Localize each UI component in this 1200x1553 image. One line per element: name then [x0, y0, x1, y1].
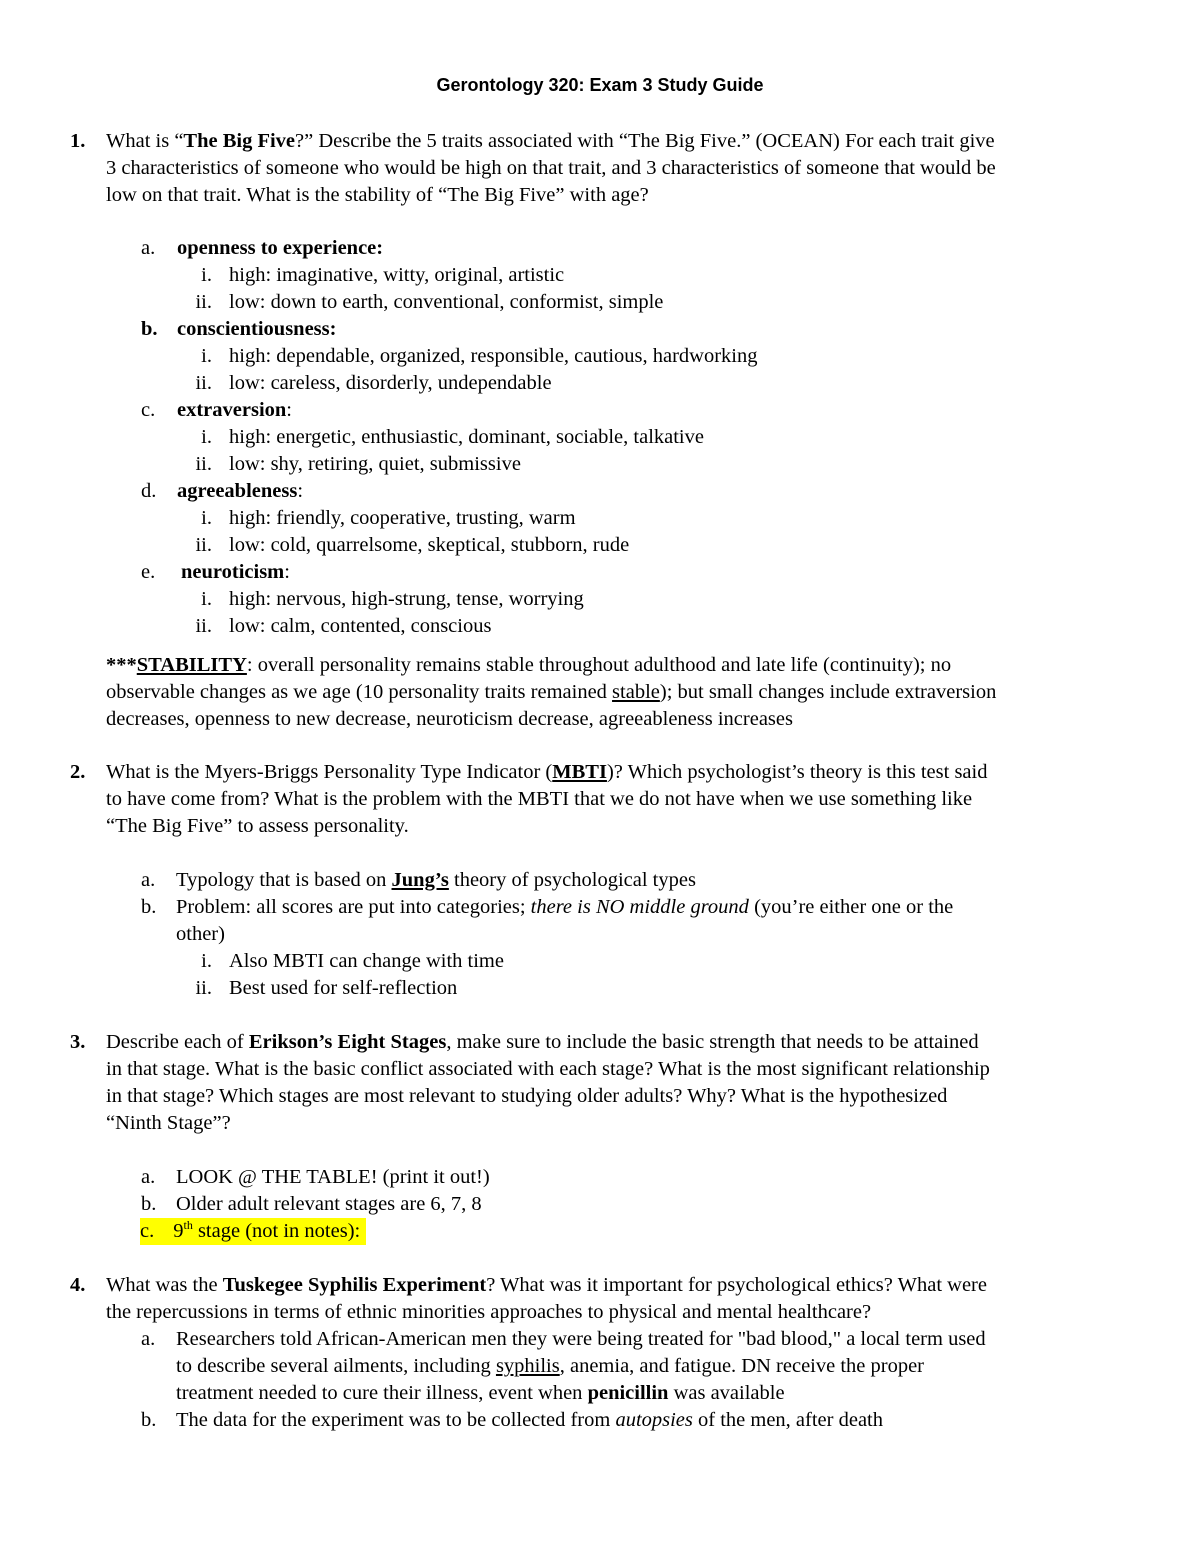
q2-b-label: b. [141, 896, 157, 918]
q3-a-label: a. [141, 1166, 156, 1188]
roman-i: i. [201, 345, 212, 367]
q2-sub-i: Also MBTI can change with time [229, 950, 504, 972]
conscientiousness-high: high: dependable, organized, responsible, cautious, hardworking [229, 345, 758, 367]
agreeableness-low: low: cold, quarrelsome, skeptical, stubborn, rude [229, 534, 630, 556]
openness-low: low: down to earth, conventional, conformist, simple [229, 291, 664, 313]
roman-i: i. [201, 426, 212, 448]
trait-agreeableness: agreeableness: [177, 480, 304, 502]
q2-answer-a: Typology that is based on Jung’s theory of psychological types [176, 869, 696, 891]
neuroticism-high: high: nervous, high-strung, tense, worrying [229, 588, 584, 610]
roman-ii: ii. [195, 291, 212, 313]
roman-i: i. [201, 264, 212, 286]
trait-e-label: e. [141, 561, 156, 583]
roman-ii: ii. [195, 372, 212, 394]
q3-answer-a: LOOK @ THE TABLE! (print it out!) [176, 1166, 490, 1188]
agreeableness-high: high: friendly, cooperative, trusting, warm [229, 507, 576, 529]
conscientiousness-low: low: careless, disorderly, undependable [229, 372, 552, 394]
openness-high: high: imaginative, witty, original, artistic [229, 264, 565, 286]
question-3-number: 3. [70, 1031, 86, 1053]
question-1-line-3: low on that trait. What is the stability of “The Big Five” with age? [106, 184, 649, 206]
trait-d-label: d. [141, 480, 157, 502]
q2-answer-b-cont: other) [176, 923, 225, 945]
q3-answer-b: Older adult relevant stages are 6, 7, 8 [176, 1193, 482, 1215]
trait-neuroticism: neuroticism: [181, 561, 290, 583]
q3-b-label: b. [141, 1193, 157, 1215]
question-2-line-2: to have come from? What is the problem with the MBTI that we do not have when we use something like [106, 788, 973, 810]
q4-answer-a-line-3: treatment needed to cure their illness, event when penicillin was available [176, 1382, 785, 1404]
question-4-line-2: the repercussions in terms of ethnic minorities approaches to physical and mental healthcare? [106, 1301, 872, 1323]
stability-line-3: decreases, openness to new decrease, neuroticism decrease, agreeableness increases [106, 708, 793, 730]
trait-conscientiousness: conscientiousness: [177, 318, 337, 340]
q4-answer-a-line-2: to describe several ailments, including syphilis, anemia, and fatigue. DN receive the proper [176, 1355, 925, 1377]
question-2-line-1: What is the Myers-Briggs Personality Type Indicator (MBTI)? Which psychologist’s theory is this test said [106, 761, 988, 783]
trait-extraversion: extraversion: [177, 399, 292, 421]
roman-ii: ii. [195, 977, 212, 999]
extraversion-high: high: energetic, enthusiastic, dominant, sociable, talkative [229, 426, 704, 448]
q3-answer-c-highlighted: c. 9th stage (not in notes): [140, 1218, 366, 1245]
neuroticism-low: low: calm, contented, conscious [229, 615, 492, 637]
question-2-line-3: “The Big Five” to assess personality. [106, 815, 409, 837]
question-3-line-1: Describe each of Erikson’s Eight Stages, make sure to include the basic strength that needs to be attained [106, 1031, 979, 1053]
q2-sub-ii: Best used for self-reflection [229, 977, 458, 999]
question-3-line-4: “Ninth Stage”? [106, 1112, 231, 1134]
question-3-line-2: in that stage. What is the basic conflict associated with each stage? What is the most significant relationship [106, 1058, 990, 1080]
question-1-line-2: 3 characteristics of someone who would be high on that trait, and 3 characteristics of someone that would be [106, 157, 996, 179]
roman-ii: ii. [195, 453, 212, 475]
stability-line-1: ***STABILITY: overall personality remains stable throughout adulthood and late life (continuity); no [106, 654, 952, 676]
roman-i: i. [201, 588, 212, 610]
roman-ii: ii. [195, 534, 212, 556]
q4-answer-b: The data for the experiment was to be collected from autopsies of the men, after death [176, 1409, 883, 1431]
extraversion-low: low: shy, retiring, quiet, submissive [229, 453, 521, 475]
roman-ii: ii. [195, 615, 212, 637]
roman-i: i. [201, 507, 212, 529]
trait-a-label: a. [141, 237, 156, 259]
q4-a-label: a. [141, 1328, 156, 1350]
question-3-line-3: in that stage? Which stages are most relevant to studying older adults? Why? What is the hypothesized [106, 1085, 948, 1107]
q2-answer-b: Problem: all scores are put into categories; there is NO middle ground (you’re either one or the [176, 896, 954, 918]
question-4-line-1: What was the Tuskegee Syphilis Experiment? What was it important for psychological ethics? What were [106, 1274, 987, 1296]
trait-openness: openness to experience: [177, 237, 384, 259]
question-1-line-1: What is “The Big Five?” Describe the 5 traits associated with “The Big Five.” (OCEAN) For each trait give [106, 130, 995, 152]
roman-i: i. [201, 950, 212, 972]
q4-b-label: b. [141, 1409, 157, 1431]
page-title: Gerontology 320: Exam 3 Study Guide [436, 75, 764, 95]
question-4-number: 4. [70, 1274, 86, 1296]
trait-c-label: c. [141, 399, 156, 421]
stability-line-2: observable changes as we age (10 personality traits remained stable); but small changes include extraversion [106, 681, 997, 703]
q2-a-label: a. [141, 869, 156, 891]
question-1-number: 1. [70, 130, 86, 152]
q4-answer-a-line-1: Researchers told African-American men they were being treated for "bad blood," a local term used [176, 1328, 986, 1350]
question-2-number: 2. [70, 761, 86, 783]
trait-b-label: b. [141, 318, 158, 340]
